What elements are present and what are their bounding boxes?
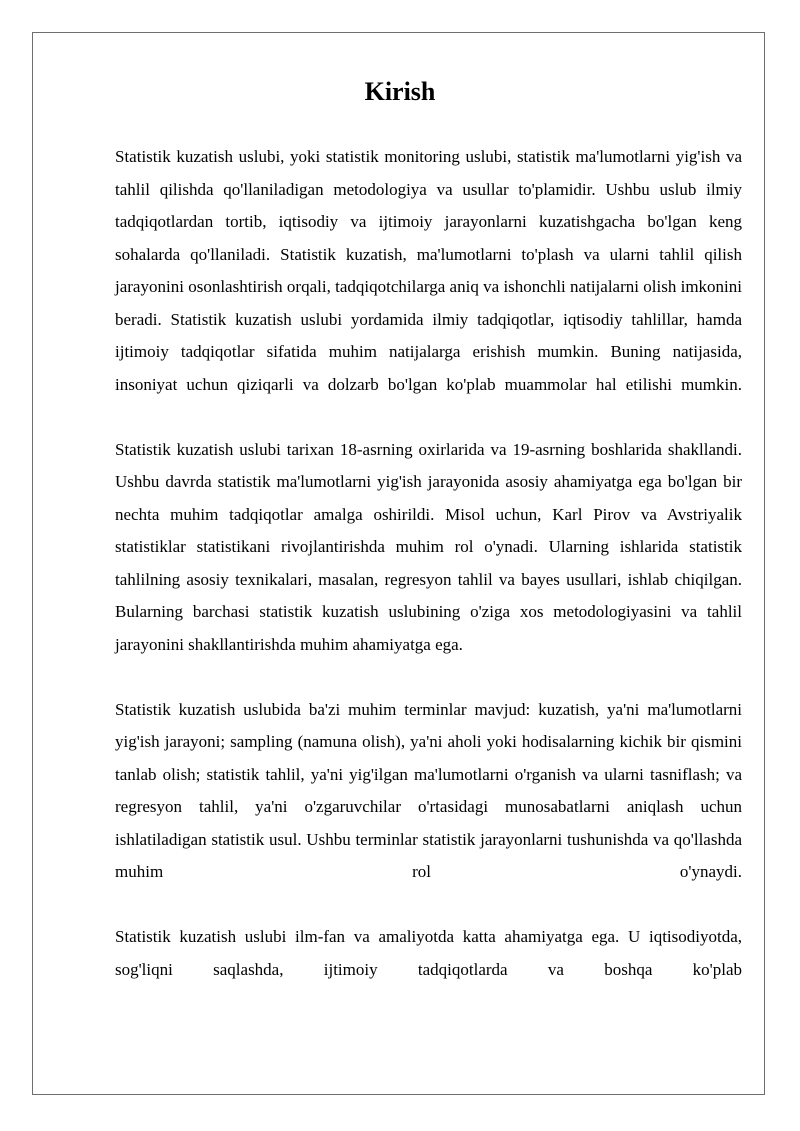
paragraph-history: Statistik kuzatish uslubi tarixan 18-asrning oxirlarida va 19-asrning boshlarida shakllandi. Ushbu davrda statistik ma'lumotlarni yig'ish jarayonida asosiy ahamiyatga ega bo'lgan bir nechta muhim tadqiqotlar amalga oshirildi. Misol uchun, Karl Pirov va Avstriyalik statistiklar statistikani rivojlantirishda muhim rol o'ynadi. Ularning ishlarida statistik tahlilning asosiy texnikalari, masalan, regresyon tahlil va bayes usullari, ishlab chiqilgan. Bularning barchasi statistik kuzatish uslubining o'ziga xos metodologiyasini va tahlil jarayonini shakllantirishda muhim ahamiyatga ega. bbox=[115, 439, 742, 654]
paragraph-terminology: Statistik kuzatish uslubida ba'zi muhim terminlar mavjud: kuzatish, ya'ni ma'lumotlarni yig'ish jarayoni; sampling (namuna olish), ya'ni aholi yoki hodisalarning kichik bir qismini tanlab olish; statistik tahlil, ya'ni yig'ilgan ma'lumotlarni o'rganish va ularni tasniflash; va regresyon tahlil, ya'ni o'zgaruvchilar o'rtasidagi munosabatlarni aniqlash uchun ishlatiladigan statistik usul. Ushbu terminlar statistik jarayonlarni tushunishda va qo'llashda muhim rol o'ynaydi. bbox=[115, 699, 742, 881]
paragraph-introduction: Statistik kuzatish uslubi, yoki statistik monitoring uslubi, statistik ma'lumotlarni yig'ish va tahlil qilishda qo'llaniladigan metodologiya va usullar to'plamidir. Ushbu uslub ilmiy tadqiqotlardan tortib, iqtisodiy va ijtimoiy jarayonlarni kuzatishgacha bo'lgan keng sohalarda qo'llaniladi. Statistik kuzatish, ma'lumotlarni to'plash va ularni tahlil qilish jarayonini osonlashtirish orqali, tadqiqotchilarga aniq va ishonchli natijalarni olish imkonini beradi. Statistik kuzatish uslubi yordamida ilmiy tadqiqotlar, iqtisodiy tahlillar, hamda ijtimoiy tadqiqotlar sifatida muhim natijalarga erishish mumkin. Buning natijasida, insoniyat uchun qiziqarli va dolzarb bo'lgan ko'plab muammolar hal etilishi mumkin. bbox=[115, 147, 742, 394]
page-title: Kirish bbox=[364, 77, 436, 106]
document-body bbox=[115, 141, 742, 986]
paragraph-importance: Statistik kuzatish uslubi ilm-fan va amaliyotda katta ahamiyatga ega. U iqtisodiyotda, sog'liqni saqlashda, ijtimoiy tadqiqotlarda va boshqa ko'plab bbox=[115, 927, 742, 979]
